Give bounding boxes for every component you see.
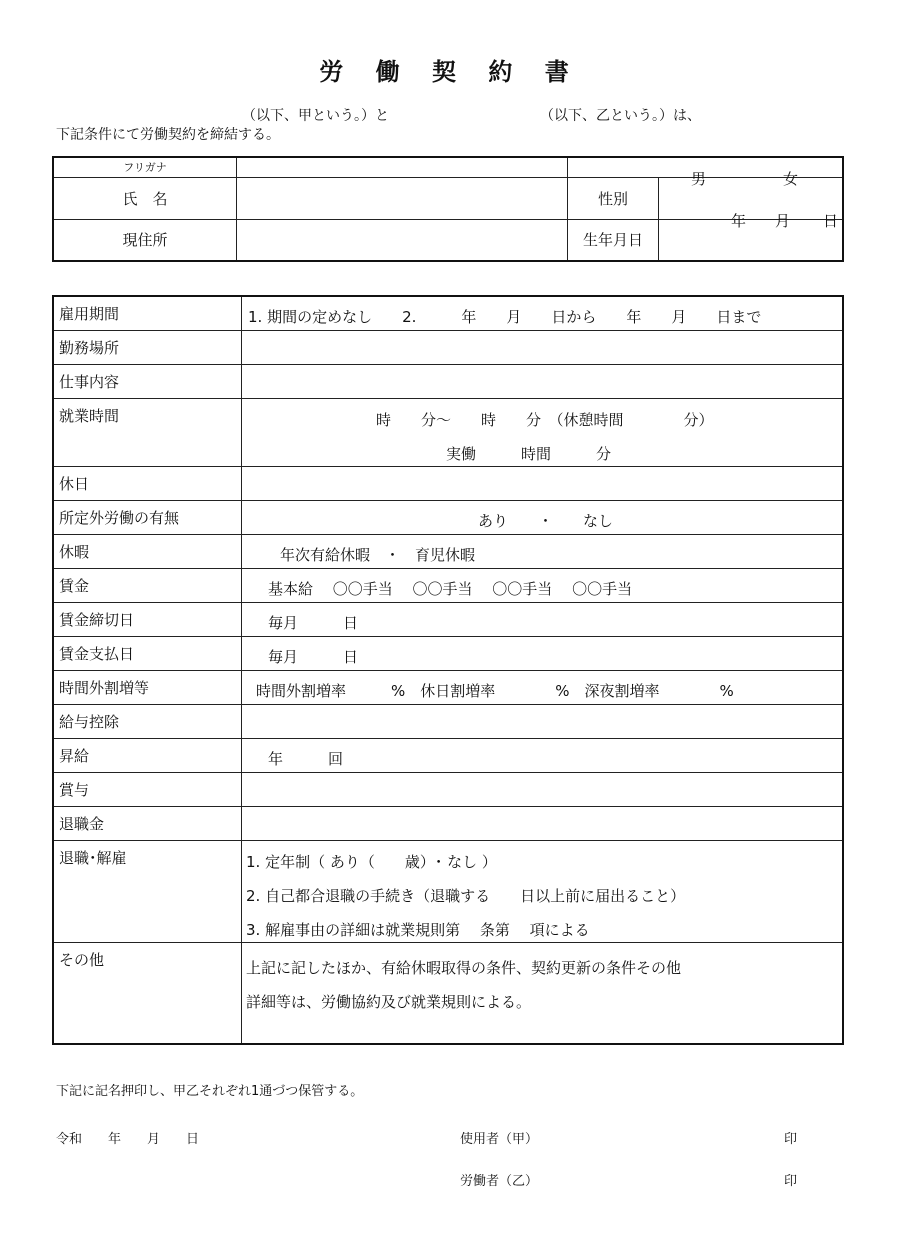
table-row	[53, 296, 843, 330]
leave-value: 年次有給休暇 ・ 育児休暇	[280, 545, 476, 564]
retirement-line2: 2. 自己都合退職の手続き（退職する 日以上前に届出ること）	[246, 886, 686, 905]
premium-label: 時間外割増等	[53, 670, 242, 704]
severance-field[interactable]	[242, 806, 844, 840]
furigana-field[interactable]	[237, 157, 568, 177]
payday-field[interactable]	[242, 636, 844, 670]
table-row	[53, 534, 843, 568]
hours-field[interactable]	[242, 398, 844, 466]
premium-value: 時間外割増率 % 休日割増率 % 深夜割増率 %	[256, 681, 734, 700]
wage-value: 基本給 〇〇手当 〇〇手当 〇〇手当 〇〇手当	[268, 579, 633, 598]
table-row	[53, 942, 843, 1044]
table-row	[53, 602, 843, 636]
payday-value: 毎月 日	[268, 647, 359, 666]
other-field[interactable]	[242, 942, 844, 1044]
hours-label: 就業時間	[53, 398, 242, 466]
retirement-label: 退職･解雇	[53, 840, 242, 942]
other-label: その他	[53, 942, 242, 1044]
address-field[interactable]	[237, 219, 568, 261]
worker-seal[interactable]: 印	[784, 1174, 798, 1189]
gender-field[interactable]	[659, 169, 844, 219]
holiday-label: 休日	[53, 466, 242, 500]
female-option[interactable]: 女	[783, 169, 799, 188]
table-row	[53, 670, 843, 704]
birth-label: 生年月日	[568, 219, 659, 261]
male-option[interactable]: 男	[691, 169, 707, 188]
overtime-field[interactable]	[242, 500, 844, 534]
bonus-field[interactable]	[242, 772, 844, 806]
table-row	[53, 500, 843, 534]
cutoff-field[interactable]	[242, 602, 844, 636]
table-row	[53, 738, 843, 772]
furigana-label: フリガナ	[53, 157, 237, 177]
workplace-field[interactable]	[242, 330, 844, 364]
employment-period-value: 1. 期間の定めなし 2. 年 月 日から 年 月 日まで	[248, 308, 762, 326]
overtime-label: 所定外労働の有無	[53, 500, 242, 534]
deduction-label: 給与控除	[53, 704, 242, 738]
hours-line2: 実働 時間 分	[446, 444, 612, 463]
job-label: 仕事内容	[53, 364, 242, 398]
hours-line1: 時 分～ 時 分 （休憩時間 分）	[376, 410, 714, 429]
retirement-line1: 1. 定年制（ あり（ 歳）･ なし ）	[246, 852, 497, 871]
worker-label: 労働者（乙）	[460, 1174, 539, 1189]
table-row	[53, 636, 843, 670]
wage-field[interactable]	[242, 568, 844, 602]
bonus-label: 賞与	[53, 772, 242, 806]
footer-note: 下記に記名押印し、甲乙それぞれ1通づつ保管する。	[56, 1084, 364, 1099]
name-label: 氏 名	[53, 177, 237, 219]
table-row	[53, 704, 843, 738]
birth-day: 日	[823, 211, 839, 230]
intro-party-b: （以下、乙という。）は、	[540, 108, 701, 124]
table-row	[53, 398, 843, 466]
overtime-value: あり ・ なし	[478, 511, 614, 530]
intro-party-a: （以下、甲という。）と	[242, 108, 389, 124]
leave-field[interactable]	[242, 534, 844, 568]
cutoff-value: 毎月 日	[268, 613, 359, 632]
employment-period-field[interactable]	[242, 296, 844, 330]
job-field[interactable]	[242, 364, 844, 398]
other-line2: 詳細等は、労働協約及び就業規則による。	[246, 992, 532, 1011]
workplace-label: 勤務場所	[53, 330, 242, 364]
retirement-line3: 3. 解雇事由の詳細は就業規則第 条第 項による	[246, 920, 590, 939]
birth-month: 月	[775, 211, 791, 230]
address-label: 現住所	[53, 219, 237, 261]
table-row	[53, 466, 843, 500]
intro-line: 下記条件にて労働契約を締結する。	[56, 127, 280, 143]
sign-date[interactable]: 令和 年 月 日	[56, 1132, 200, 1147]
table-row	[53, 840, 843, 942]
wage-label: 賃金	[53, 568, 242, 602]
table-row	[53, 772, 843, 806]
premium-field[interactable]	[242, 670, 844, 704]
deduction-field[interactable]	[242, 704, 844, 738]
retirement-field[interactable]	[242, 840, 844, 942]
payday-label: 賃金支払日	[53, 636, 242, 670]
employer-seal[interactable]: 印	[784, 1132, 798, 1147]
table-row	[53, 364, 843, 398]
severance-label: 退職金	[53, 806, 242, 840]
table-row	[53, 568, 843, 602]
name-field[interactable]	[237, 177, 568, 219]
terms-table	[52, 295, 844, 1045]
holiday-field[interactable]	[242, 466, 844, 500]
table-row	[53, 806, 843, 840]
birth-field[interactable]	[659, 211, 844, 261]
employment-period-label: 雇用期間	[53, 296, 242, 330]
cutoff-label: 賃金締切日	[53, 602, 242, 636]
table-row	[53, 330, 843, 364]
birth-year: 年	[731, 211, 747, 230]
personal-info-table	[52, 156, 844, 262]
leave-label: 休暇	[53, 534, 242, 568]
gender-label: 性別	[568, 177, 659, 219]
raise-field[interactable]	[242, 738, 844, 772]
other-line1: 上記に記したほか、有給休暇取得の条件、契約更新の条件その他	[246, 958, 682, 977]
employer-label: 使用者（甲）	[460, 1132, 539, 1147]
raise-label: 昇給	[53, 738, 242, 772]
raise-value: 年 回	[268, 749, 344, 768]
document-title: 労 働 契 約 書	[319, 58, 581, 86]
